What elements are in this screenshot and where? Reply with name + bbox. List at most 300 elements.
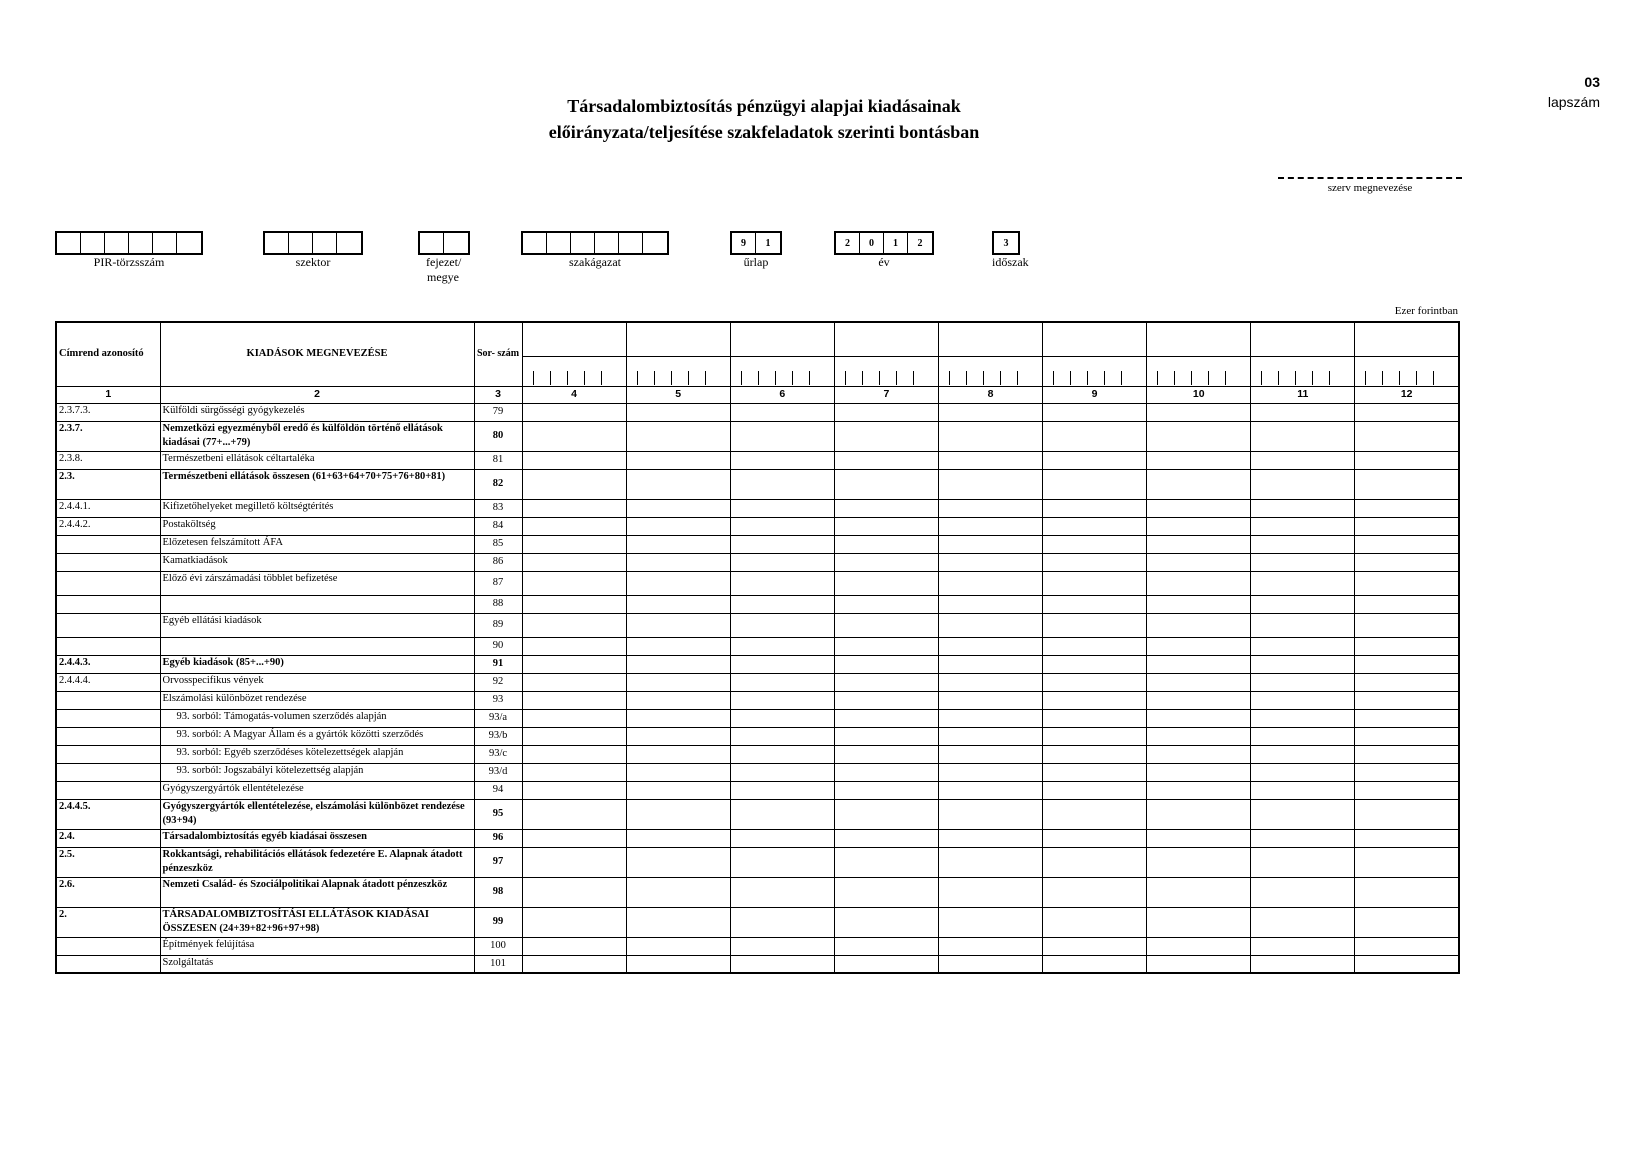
data-cell[interactable] — [834, 517, 938, 535]
data-cell[interactable] — [626, 847, 730, 877]
data-cell[interactable] — [626, 553, 730, 571]
table-row — [56, 691, 1459, 709]
data-cell[interactable] — [1147, 535, 1251, 553]
data-cell[interactable] — [1043, 553, 1147, 571]
id-digit-box[interactable] — [289, 233, 313, 253]
data-cell[interactable] — [626, 535, 730, 553]
data-cell[interactable] — [1043, 799, 1147, 829]
data-cell[interactable] — [522, 499, 626, 517]
data-cell[interactable] — [626, 955, 730, 973]
data-cell[interactable] — [1251, 745, 1355, 763]
data-cell[interactable] — [730, 907, 834, 937]
data-cell[interactable] — [1251, 535, 1355, 553]
data-cell[interactable] — [1355, 673, 1459, 691]
data-cell[interactable] — [938, 571, 1042, 595]
data-cell[interactable] — [1147, 421, 1251, 451]
id-digit-box[interactable]: 3 — [1003, 237, 1009, 249]
column-number: 7 — [834, 386, 938, 403]
id-digit-box[interactable] — [337, 233, 361, 253]
data-cell[interactable] — [834, 553, 938, 571]
data-cell[interactable] — [1355, 847, 1459, 877]
data-cell[interactable] — [1355, 907, 1459, 937]
data-cell[interactable] — [730, 781, 834, 799]
data-cell[interactable] — [730, 517, 834, 535]
data-cell[interactable] — [834, 691, 938, 709]
row-cimrend: 2.4.4.4. — [56, 673, 160, 691]
row-sorszam: 93/a — [474, 709, 522, 727]
data-cell[interactable] — [938, 421, 1042, 451]
data-cell[interactable] — [1355, 451, 1459, 469]
data-cell[interactable] — [938, 955, 1042, 973]
id-digit-box[interactable] — [313, 233, 337, 253]
data-cell[interactable] — [1147, 517, 1251, 535]
data-cell[interactable] — [1043, 847, 1147, 877]
data-cell[interactable] — [1355, 937, 1459, 955]
data-cell[interactable] — [834, 781, 938, 799]
row-cimrend: 2.6. — [56, 877, 160, 907]
row-name: 93. sorból: Egyéb szerződéses kötelezettségek alapján — [160, 745, 474, 763]
data-cell[interactable] — [938, 847, 1042, 877]
data-cell[interactable] — [1251, 727, 1355, 745]
data-cell[interactable] — [1043, 499, 1147, 517]
data-cell[interactable] — [730, 451, 834, 469]
data-cell[interactable] — [834, 469, 938, 499]
row-cimrend — [56, 781, 160, 799]
data-cell[interactable] — [1251, 403, 1355, 421]
org-name-line[interactable] — [1278, 177, 1462, 179]
data-cell[interactable] — [834, 451, 938, 469]
data-cell[interactable] — [938, 451, 1042, 469]
data-cell[interactable] — [626, 745, 730, 763]
data-cell[interactable] — [1147, 451, 1251, 469]
id-digit-box[interactable] — [153, 233, 177, 253]
data-cell[interactable] — [834, 877, 938, 907]
data-cell[interactable] — [1043, 937, 1147, 955]
data-cell[interactable] — [1355, 535, 1459, 553]
data-cell[interactable] — [730, 955, 834, 973]
id-digit-box[interactable] — [523, 233, 547, 253]
data-cell[interactable] — [626, 451, 730, 469]
data-cell[interactable] — [626, 499, 730, 517]
data-cell[interactable] — [626, 781, 730, 799]
data-cell[interactable] — [834, 829, 938, 847]
data-cell[interactable] — [1147, 727, 1251, 745]
data-cell[interactable] — [1251, 691, 1355, 709]
data-cell[interactable] — [1251, 421, 1355, 451]
data-cell[interactable] — [834, 799, 938, 829]
data-cell[interactable] — [522, 937, 626, 955]
data-cell[interactable] — [522, 421, 626, 451]
data-cell[interactable] — [522, 673, 626, 691]
tick-mark — [1000, 371, 1001, 385]
data-cell[interactable] — [1147, 907, 1251, 937]
data-cell[interactable] — [626, 403, 730, 421]
id-digit-box[interactable] — [81, 233, 105, 253]
data-cell[interactable] — [938, 709, 1042, 727]
data-cell[interactable] — [522, 451, 626, 469]
data-cell[interactable] — [1147, 763, 1251, 781]
data-cell[interactable] — [1355, 469, 1459, 499]
data-cell[interactable] — [938, 673, 1042, 691]
data-cell[interactable] — [1251, 655, 1355, 673]
id-digit-box[interactable]: 2 — [917, 237, 923, 249]
id-digit-box[interactable] — [547, 233, 571, 253]
data-cell[interactable] — [522, 829, 626, 847]
data-cell[interactable] — [1043, 781, 1147, 799]
data-cell[interactable] — [626, 637, 730, 655]
data-cell[interactable] — [522, 907, 626, 937]
tick-mark — [966, 371, 967, 385]
data-cell[interactable] — [834, 637, 938, 655]
data-cell[interactable] — [1043, 691, 1147, 709]
data-cell[interactable] — [1251, 709, 1355, 727]
id-digit-box[interactable]: 9 — [732, 233, 756, 253]
row-cimrend: 2.4.4.5. — [56, 799, 160, 829]
data-cell[interactable] — [522, 763, 626, 781]
data-cell[interactable] — [730, 571, 834, 595]
id-digit-box[interactable]: 2 — [836, 233, 860, 253]
data-cell[interactable] — [730, 709, 834, 727]
data-cell[interactable] — [1355, 421, 1459, 451]
data-cell[interactable] — [626, 421, 730, 451]
data-cell[interactable] — [1251, 781, 1355, 799]
data-cell[interactable] — [938, 763, 1042, 781]
id-digit-box[interactable]: 1 — [884, 233, 908, 253]
data-cell[interactable] — [834, 613, 938, 637]
data-cell[interactable] — [938, 907, 1042, 937]
data-cell[interactable] — [626, 613, 730, 637]
data-cell[interactable] — [626, 937, 730, 955]
data-cell[interactable] — [1147, 655, 1251, 673]
id-digit-box[interactable] — [444, 233, 468, 253]
data-cell[interactable] — [938, 937, 1042, 955]
data-cell[interactable] — [834, 847, 938, 877]
data-cell[interactable] — [626, 829, 730, 847]
id-digit-box[interactable] — [265, 233, 289, 253]
data-cell[interactable] — [938, 637, 1042, 655]
row-name: Külföldi sürgősségi gyógykezelés — [160, 403, 474, 421]
data-cell[interactable] — [1043, 727, 1147, 745]
data-cell[interactable] — [626, 691, 730, 709]
data-cell[interactable] — [1147, 553, 1251, 571]
data-cell[interactable] — [1043, 595, 1147, 613]
data-cell[interactable] — [834, 907, 938, 937]
id-field-label: PIR-törzsszám — [93, 255, 165, 269]
data-cell[interactable] — [1355, 829, 1459, 847]
data-cell[interactable] — [1043, 571, 1147, 595]
data-cell[interactable] — [938, 691, 1042, 709]
id-digit-box[interactable] — [177, 233, 201, 253]
table-row — [56, 709, 1459, 727]
data-cell[interactable] — [938, 595, 1042, 613]
id-digit-box[interactable]: 1 — [765, 237, 771, 249]
data-cell[interactable] — [938, 403, 1042, 421]
data-cell[interactable] — [1043, 535, 1147, 553]
data-cell[interactable] — [1251, 571, 1355, 595]
data-cell[interactable] — [834, 955, 938, 973]
data-cell[interactable] — [626, 673, 730, 691]
data-cell[interactable] — [1355, 763, 1459, 781]
data-cell[interactable] — [1147, 673, 1251, 691]
data-cell[interactable] — [1251, 877, 1355, 907]
data-cell[interactable] — [1043, 673, 1147, 691]
data-cell[interactable] — [1251, 637, 1355, 655]
data-cell[interactable] — [730, 553, 834, 571]
data-cell[interactable] — [626, 799, 730, 829]
data-cell[interactable] — [834, 499, 938, 517]
data-cell[interactable] — [730, 421, 834, 451]
data-cell[interactable] — [1043, 637, 1147, 655]
data-cell[interactable] — [730, 937, 834, 955]
data-cell[interactable] — [1355, 781, 1459, 799]
data-cell[interactable] — [730, 763, 834, 781]
data-cell[interactable] — [1147, 799, 1251, 829]
data-cell[interactable] — [1043, 451, 1147, 469]
data-cell[interactable] — [834, 727, 938, 745]
id-field-label: időszak — [992, 255, 1029, 269]
data-cell[interactable] — [1355, 745, 1459, 763]
data-cell[interactable] — [1043, 829, 1147, 847]
data-cell[interactable] — [1251, 847, 1355, 877]
row-sorszam: 81 — [474, 451, 522, 469]
id-digit-box[interactable] — [571, 233, 595, 253]
data-cell[interactable] — [834, 655, 938, 673]
data-cell[interactable] — [522, 469, 626, 499]
data-cell[interactable] — [1355, 655, 1459, 673]
data-cell[interactable] — [1147, 847, 1251, 877]
data-cell[interactable] — [1147, 499, 1251, 517]
data-cell[interactable] — [522, 877, 626, 907]
data-cell[interactable] — [626, 877, 730, 907]
data-cell[interactable] — [1355, 877, 1459, 907]
data-cell[interactable] — [1147, 469, 1251, 499]
data-cell[interactable] — [522, 517, 626, 535]
id-digit-box[interactable] — [643, 233, 667, 253]
data-cell[interactable] — [938, 469, 1042, 499]
row-name: Orvosspecifikus vények — [160, 673, 474, 691]
header-cimrend: Címrend azonosító — [56, 322, 160, 386]
data-cell[interactable] — [1251, 937, 1355, 955]
data-cell[interactable] — [1251, 469, 1355, 499]
data-cell[interactable] — [522, 595, 626, 613]
tick-mark — [983, 371, 984, 385]
column-number: 6 — [730, 386, 834, 403]
id-digit-box[interactable] — [420, 233, 444, 253]
data-cell[interactable] — [938, 535, 1042, 553]
data-cell[interactable] — [834, 709, 938, 727]
data-cell[interactable] — [730, 673, 834, 691]
data-cell[interactable] — [938, 745, 1042, 763]
data-cell[interactable] — [1043, 655, 1147, 673]
data-cell[interactable] — [522, 403, 626, 421]
data-cell[interactable] — [938, 781, 1042, 799]
data-cell[interactable] — [1251, 829, 1355, 847]
data-cell[interactable] — [1147, 403, 1251, 421]
data-cell[interactable] — [522, 727, 626, 745]
data-cell[interactable] — [1251, 673, 1355, 691]
data-cell[interactable] — [1043, 709, 1147, 727]
row-sorszam: 80 — [474, 421, 522, 451]
data-cell[interactable] — [730, 745, 834, 763]
data-cell[interactable] — [938, 799, 1042, 829]
data-cell[interactable] — [1355, 517, 1459, 535]
data-cell[interactable] — [1251, 451, 1355, 469]
tick-mark — [1312, 371, 1313, 385]
data-cell[interactable] — [730, 655, 834, 673]
data-cell[interactable] — [626, 763, 730, 781]
data-cell[interactable] — [522, 553, 626, 571]
row-cimrend: 2.3. — [56, 469, 160, 499]
data-cell[interactable] — [522, 799, 626, 829]
data-cell[interactable] — [1147, 781, 1251, 799]
data-cell[interactable] — [522, 613, 626, 637]
data-cell[interactable] — [1043, 517, 1147, 535]
data-cell[interactable] — [1043, 955, 1147, 973]
data-cell[interactable] — [522, 709, 626, 727]
table-row — [56, 829, 1459, 847]
data-cell[interactable] — [626, 655, 730, 673]
data-cell[interactable] — [834, 421, 938, 451]
data-cell[interactable] — [938, 553, 1042, 571]
data-cell[interactable] — [834, 403, 938, 421]
id-digit-box[interactable] — [619, 233, 643, 253]
tick-mark — [1416, 371, 1417, 385]
data-cell[interactable] — [1251, 955, 1355, 973]
data-cell[interactable] — [730, 637, 834, 655]
header-tick-cell — [522, 356, 626, 386]
data-cell[interactable] — [834, 535, 938, 553]
data-cell[interactable] — [1355, 709, 1459, 727]
data-cell[interactable] — [1355, 727, 1459, 745]
data-cell[interactable] — [1147, 955, 1251, 973]
data-cell[interactable] — [1355, 955, 1459, 973]
data-cell[interactable] — [730, 829, 834, 847]
data-cell[interactable] — [1251, 553, 1355, 571]
row-sorszam: 101 — [474, 955, 522, 973]
data-cell[interactable] — [522, 745, 626, 763]
data-cell[interactable] — [1147, 571, 1251, 595]
data-cell[interactable] — [730, 727, 834, 745]
data-cell[interactable] — [834, 745, 938, 763]
data-cell[interactable] — [1147, 637, 1251, 655]
data-cell[interactable] — [1251, 799, 1355, 829]
data-cell[interactable] — [626, 517, 730, 535]
data-cell[interactable] — [834, 595, 938, 613]
data-cell[interactable] — [1251, 763, 1355, 781]
data-cell[interactable] — [938, 517, 1042, 535]
data-cell[interactable] — [1147, 691, 1251, 709]
data-cell[interactable] — [626, 907, 730, 937]
data-cell[interactable] — [834, 571, 938, 595]
data-cell[interactable] — [938, 877, 1042, 907]
id-digit-box[interactable] — [57, 233, 81, 253]
data-cell[interactable] — [1355, 499, 1459, 517]
data-cell[interactable] — [730, 691, 834, 709]
data-cell[interactable] — [1251, 517, 1355, 535]
data-cell[interactable] — [730, 469, 834, 499]
data-cell[interactable] — [834, 673, 938, 691]
data-cell[interactable] — [938, 829, 1042, 847]
data-cell[interactable] — [730, 877, 834, 907]
data-cell[interactable] — [1355, 553, 1459, 571]
data-cell[interactable] — [1355, 637, 1459, 655]
data-cell[interactable] — [1355, 595, 1459, 613]
data-cell[interactable] — [626, 595, 730, 613]
data-cell[interactable] — [1355, 691, 1459, 709]
data-cell[interactable] — [1355, 571, 1459, 595]
data-cell[interactable] — [1147, 829, 1251, 847]
data-cell[interactable] — [730, 847, 834, 877]
data-cell[interactable] — [1147, 613, 1251, 637]
tick-mark — [1087, 371, 1088, 385]
data-cell[interactable] — [1355, 613, 1459, 637]
data-cell[interactable] — [1355, 799, 1459, 829]
data-cell[interactable] — [730, 403, 834, 421]
data-cell[interactable] — [1355, 403, 1459, 421]
id-digit-box[interactable] — [105, 233, 129, 253]
header-blank-cell — [1251, 322, 1355, 356]
data-cell[interactable] — [1043, 421, 1147, 451]
data-cell[interactable] — [1147, 937, 1251, 955]
data-cell[interactable] — [938, 613, 1042, 637]
data-cell[interactable] — [626, 709, 730, 727]
data-cell[interactable] — [522, 847, 626, 877]
data-cell[interactable] — [626, 571, 730, 595]
data-cell[interactable] — [522, 655, 626, 673]
data-cell[interactable] — [1043, 745, 1147, 763]
data-cell[interactable] — [730, 535, 834, 553]
data-cell[interactable] — [730, 499, 834, 517]
data-cell[interactable] — [1043, 877, 1147, 907]
data-cell[interactable] — [1043, 907, 1147, 937]
data-cell[interactable] — [522, 535, 626, 553]
data-cell[interactable] — [522, 571, 626, 595]
data-cell[interactable] — [730, 613, 834, 637]
data-cell[interactable] — [1043, 403, 1147, 421]
data-cell[interactable] — [730, 799, 834, 829]
data-cell[interactable] — [522, 955, 626, 973]
header-tick-cell — [1355, 356, 1459, 386]
row-cimrend: 2.3.8. — [56, 451, 160, 469]
data-cell[interactable] — [1251, 613, 1355, 637]
data-cell[interactable] — [522, 781, 626, 799]
data-cell[interactable] — [1147, 709, 1251, 727]
data-cell[interactable] — [938, 655, 1042, 673]
id-digit-box[interactable] — [595, 233, 619, 253]
data-cell[interactable] — [1043, 763, 1147, 781]
data-cell[interactable] — [626, 727, 730, 745]
data-cell[interactable] — [938, 727, 1042, 745]
data-cell[interactable] — [1043, 469, 1147, 499]
data-cell[interactable] — [522, 637, 626, 655]
data-cell[interactable] — [522, 691, 626, 709]
id-digit-box[interactable] — [129, 233, 153, 253]
data-cell[interactable] — [938, 499, 1042, 517]
data-cell[interactable] — [730, 595, 834, 613]
data-cell[interactable] — [834, 937, 938, 955]
data-cell[interactable] — [1251, 499, 1355, 517]
data-cell[interactable] — [1147, 745, 1251, 763]
data-cell[interactable] — [626, 469, 730, 499]
id-digit-box[interactable]: 0 — [860, 233, 884, 253]
row-name: Előzetesen felszámított ÁFA — [160, 535, 474, 553]
data-cell[interactable] — [1147, 877, 1251, 907]
data-cell[interactable] — [1043, 613, 1147, 637]
data-cell[interactable] — [1251, 907, 1355, 937]
data-cell[interactable] — [1251, 595, 1355, 613]
data-cell[interactable] — [1147, 595, 1251, 613]
data-cell[interactable] — [834, 763, 938, 781]
